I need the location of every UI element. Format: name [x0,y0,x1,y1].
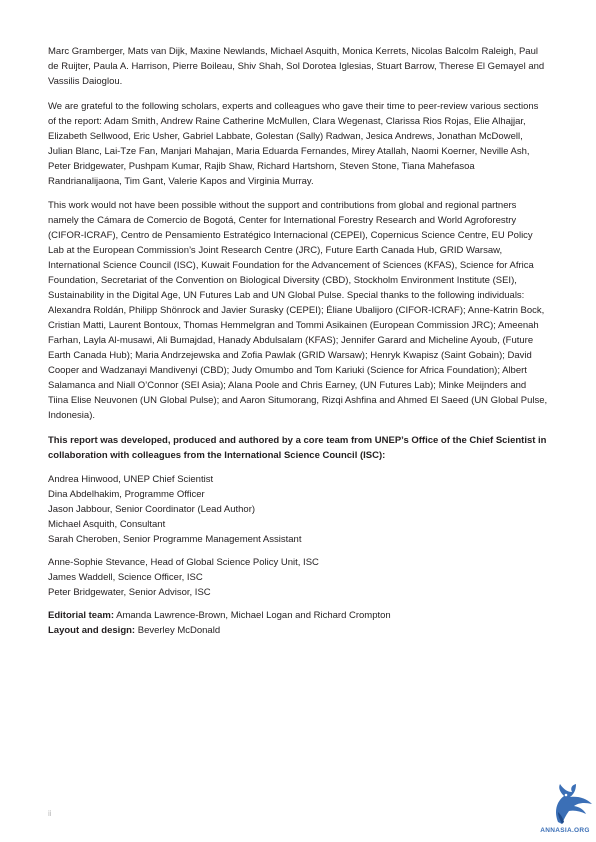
team-member: Anne-Sophie Stevance, Head of Global Science Policy Unit, ISC [48,557,319,568]
partners-paragraph: This work would not have been possible without the support and contributions from global and regional partners namely the Cámara de Comercio de Bogotá, Center for International Forestry Research and World Agroforestry (CIFOR-ICRAF), Centro de Pensamiento Estratégico Internacional (CEPEI), Copernicus Science Centre, EU Policy Lab at the European Commission’s Joint Research Centre (JRC), Future Earth Canada Hub, GRID Warsaw, International Science Council (ISC), Kuwait Foundation for the Advancement of Sciences (KFAS), Science for Africa Foundation, Secretariat of the Convention on Biological Diversity (CBD), Stockholm Environment Institute (SEI), Sustainability in the Digital Age, UN Futures Lab and UN Global Pulse. Special thanks to the following individuals: Alexandra Roldán, Philipp Shönrock and Javier Surasky (CEPEI); Éliane Ubalijoro (CIFOR-ICRAF); Anne-Katrin Bock, Cristian Matti, Laurent Bontoux, Thomas Hemmelgran and Tommi Asikainen (European Commission JRC); Ameenah Farhan, Layla Al-musawi, Ali Bumajdad, Hanady Abdulsalam (KFAS); Jennifer Garard and Micheline Ayoub, (Future Earth Canada Hub); Maria Andrzejewska and Zofia Pawlak (GRID Warsaw); Henryk Kwapisz (Saint Gobain); David Cooper and Wadzanayi Mandivenyi (CBD); Judy Omumbo and Tom Kariuki (Science for Africa Foundation); Albert Salamanca and Niall O’Connor (SEI Asia); Alana Poole and Chris Earney, (UN Futures Lab); Minke Meijnders and Tiina Elise Neuvonen (UN Global Pulse); and Aaron Situmorang, Rizqi Ashfina and Ahmed El Saeed (UN Global Pulse, Indonesia). [48,200,548,421]
team-member: James Waddell, Science Officer, ISC [48,572,203,583]
team-member: Michael Asquith, Consultant [48,519,166,530]
watermark-logo [536,782,594,834]
team-member: Peter Bridgewater, Senior Advisor, ISC [48,587,211,598]
logo-text: ANNASIA.ORG [540,827,590,834]
editorial-credit [48,608,548,623]
contributors-paragraph: Marc Gramberger, Mats van Dijk, Maxine Newlands, Michael Asquith, Monica Kerrets, Nicolas Balcolm Raleigh, Paul de Ruijter, Paula A. Harrison, Pierre Boileau, Shiv Shah, Sol Dorotea Iglesias, Stuart Barrow, Therese El Gemayel and Vassilis Daioglou. [48,46,545,87]
bird-logo-icon [536,782,594,826]
team-member: Jason Jabbour, Senior Coordinator (Lead Author) [48,504,256,515]
team-member: Dina Abdelhakim, Programme Officer [48,489,205,500]
document-body [48,44,548,638]
layout-names: Beverley McDonald [135,625,221,636]
editorial-label: Editorial team: [48,610,114,621]
editorial-names: Amanda Lawrence-Brown, Michael Logan and Richard Crompton [114,610,391,621]
layout-credit [48,623,548,638]
isc-team-list [48,555,548,600]
layout-label: Layout and design: [48,625,136,636]
page-number: ii [48,809,52,818]
core-team-heading: This report was developed, produced and authored by a core team from UNEP’s Office of the Chief Scientist in collaboration with colleagues from the International Science Council (ISC): [48,434,547,461]
team-member: Andrea Hinwood, UNEP Chief Scientist [48,474,214,485]
unep-team-list [48,472,548,547]
peer-reviewers-paragraph: We are grateful to the following scholars, experts and colleagues who gave their time to peer-review various sections of the report: Adam Smith, Andrew Raine Catherine McMullen, Clara Wegenast, Clarissa Rios Rojas, Elie Alhajjar, Elizabeth Sellwood, Eric Usher, Gabriel Labbate, Golestan (Sally) Radwan, Jesica Andrews, Jonathan McDowell, Julian Blanc, Lai-Tze Fan, Manjari Mahajan, Maria Eduarda Fernandes, Mirey Atallah, Naomi Koerner, Neville Ash, Peter Bridgewater, Pushpam Kumar, Rajib Shaw, Richard Hartshorn, Steven Stone, Tiana Mahefasoa Randrianalijaona, Tim Gant, Valerie Kapos and Virginia Murray. [48,100,539,187]
team-member: Sarah Cheroben, Senior Programme Management Assistant [48,534,302,545]
